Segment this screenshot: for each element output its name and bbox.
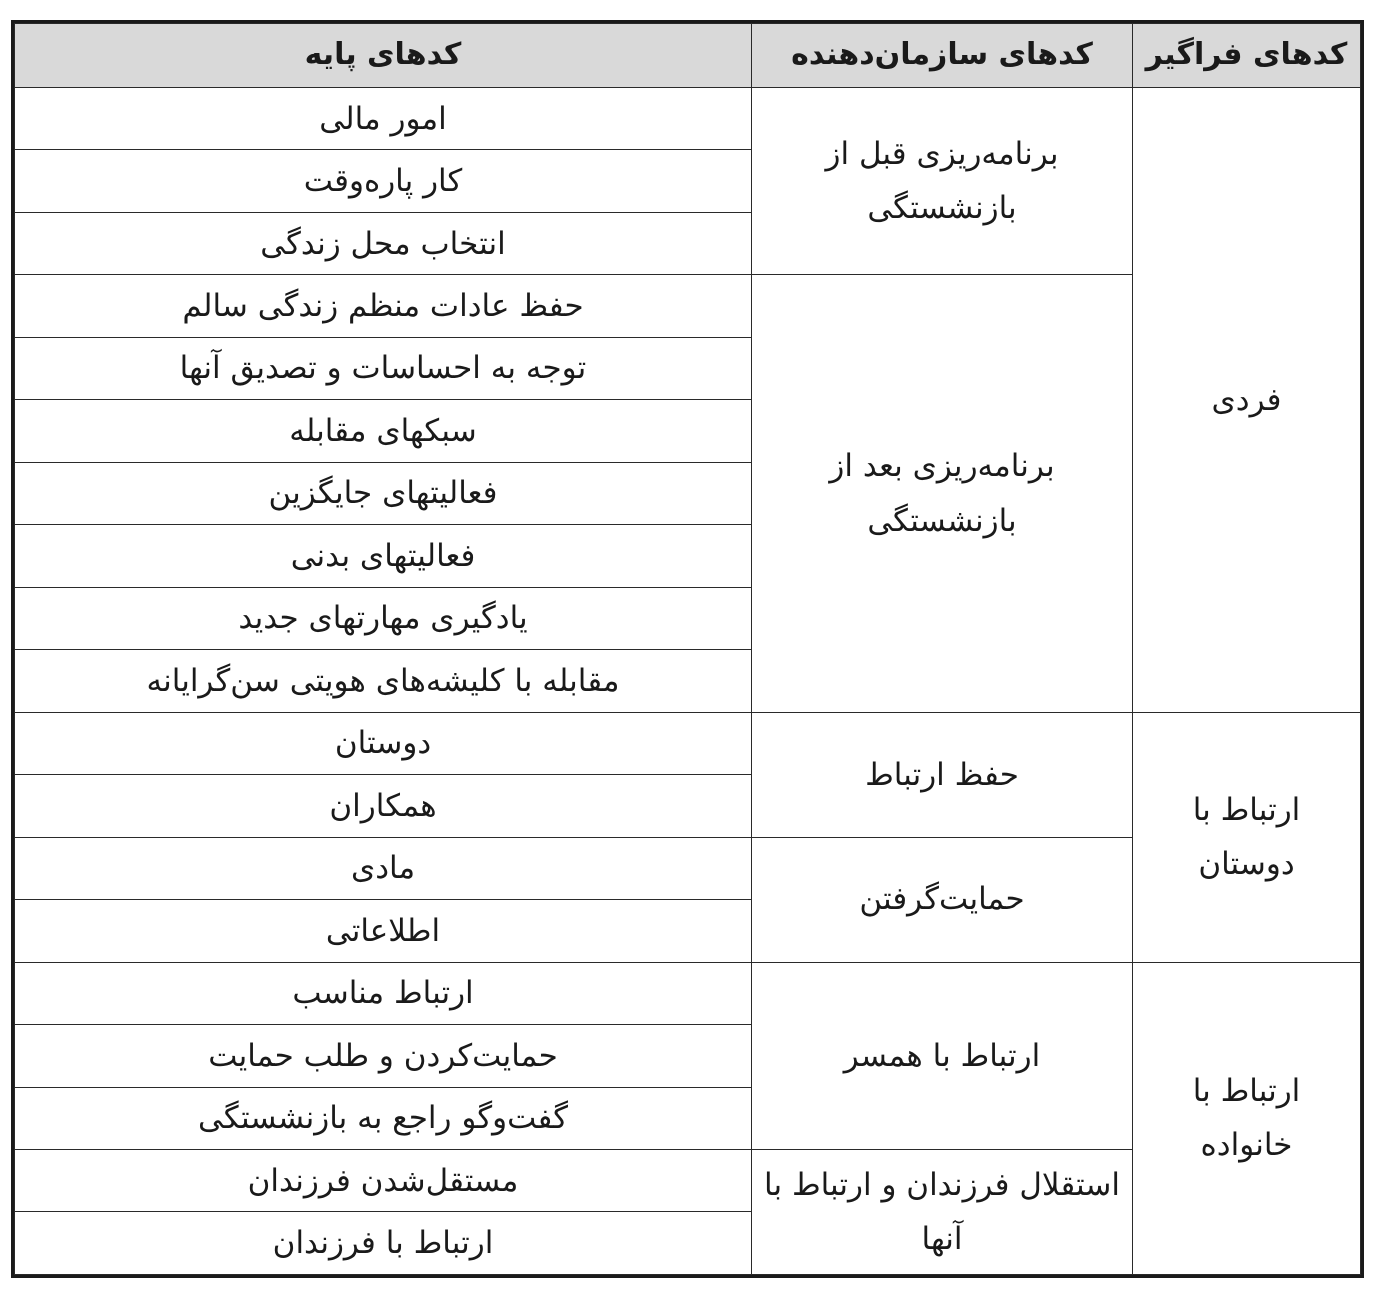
organizing-code-post-retirement: برنامه‌ریزی بعد از بازنشستگی <box>752 275 1133 712</box>
global-code-family: ارتباط با خانواده <box>1133 962 1361 1274</box>
organizing-code-children: استقلال فرزندان و ارتباط با آنها <box>752 1149 1133 1274</box>
header-organizing-codes: کدهای سازمان‌دهنده <box>752 24 1133 88</box>
basic-code: ارتباط مناسب <box>15 962 752 1024</box>
basic-code: توجه به احساسات و تصدیق آنها <box>15 337 752 399</box>
basic-code: ارتباط با فرزندان <box>15 1212 752 1275</box>
basic-code: فعالیتهای جایگزین <box>15 462 752 524</box>
header-basic-codes: کدهای پایه <box>15 24 752 88</box>
basic-code: امور مالی <box>15 88 752 150</box>
basic-code: یادگیری مهارتهای جدید <box>15 587 752 649</box>
global-code-friends: ارتباط با دوستان <box>1133 712 1361 962</box>
basic-code: گفت‌وگو راجع به بازنشستگی <box>15 1087 752 1149</box>
basic-code: فعالیتهای بدنی <box>15 525 752 587</box>
basic-code: دوستان <box>15 712 752 774</box>
basic-code: حمایت‌کردن و طلب حمایت <box>15 1025 752 1087</box>
basic-code: سبکهای مقابله <box>15 400 752 462</box>
basic-code: مادی <box>15 837 752 899</box>
global-code-individual: فردی <box>1133 88 1361 713</box>
organizing-code-maintain-relationship: حفظ ارتباط <box>752 712 1133 837</box>
basic-code: مقابله با کلیشه‌های هویتی سن‌گرایانه <box>15 650 752 712</box>
organizing-code-receiving-support: حمایت‌گرفتن <box>752 837 1133 962</box>
codes-table-frame <box>11 20 1364 1278</box>
codes-table <box>14 23 1361 1275</box>
basic-code: مستقل‌شدن فرزندان <box>15 1149 752 1211</box>
basic-code: انتخاب محل زندگی <box>15 212 752 274</box>
basic-code: اطلاعاتی <box>15 900 752 962</box>
basic-code: حفظ عادات منظم زندگی سالم <box>15 275 752 337</box>
header-global-codes: کدهای فراگیر <box>1133 24 1361 88</box>
basic-code: همکاران <box>15 775 752 837</box>
organizing-code-spouse: ارتباط با همسر <box>752 962 1133 1149</box>
organizing-code-pre-retirement: برنامه‌ریزی قبل از بازنشستگی <box>752 88 1133 275</box>
basic-code: کار پاره‌وقت <box>15 150 752 212</box>
